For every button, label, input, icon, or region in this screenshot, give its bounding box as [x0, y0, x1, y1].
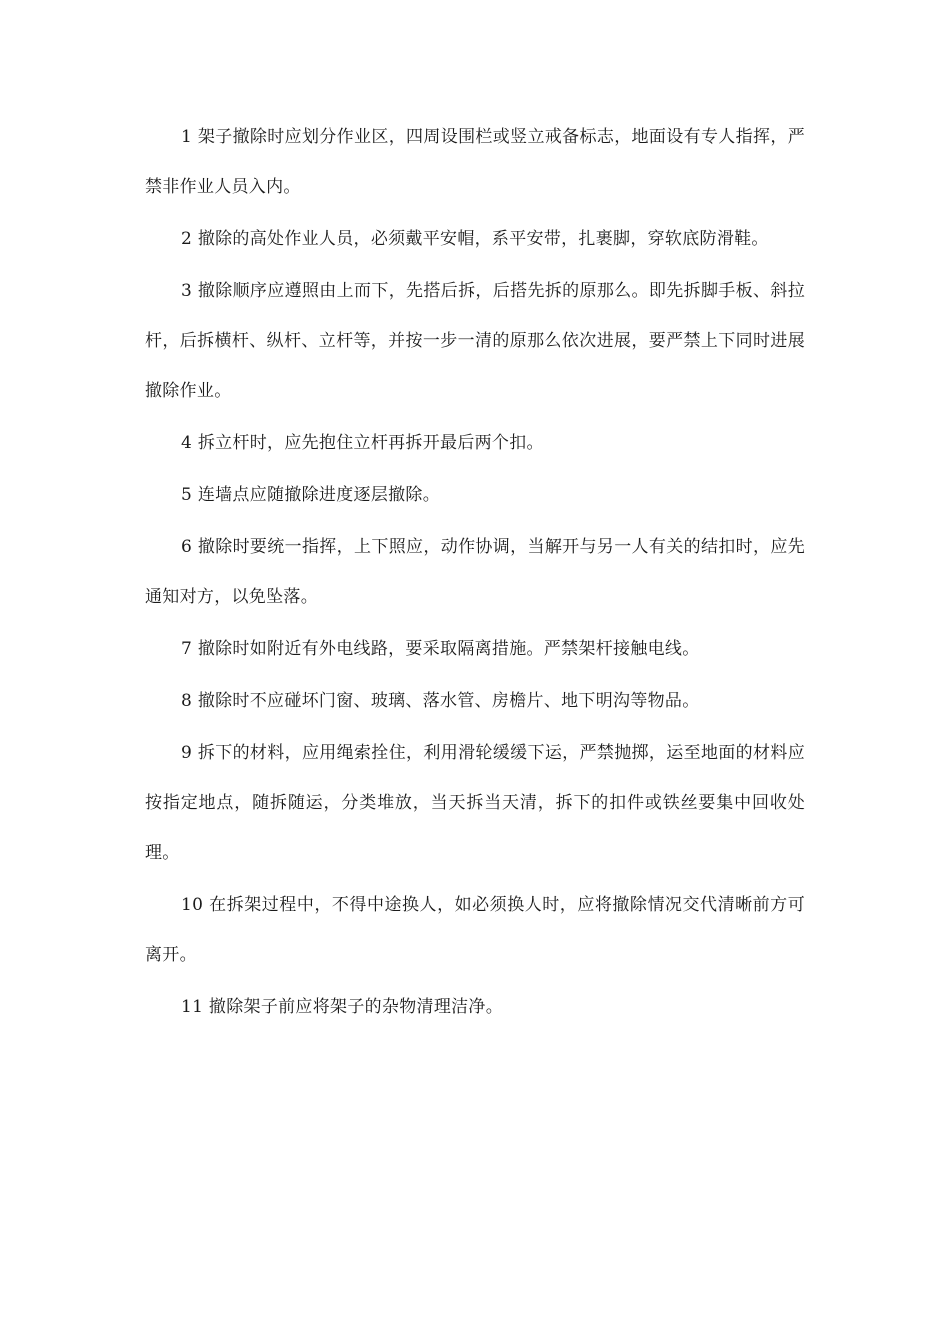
paragraph-10: 10 在拆架过程中，不得中途换人，如必须换人时，应将撤除情况交代清晰前方可离开。 — [145, 895, 805, 965]
paragraph-7: 7 撤除时如附近有外电线路，要采取隔离措施。严禁架杆接触电线。 — [181, 639, 700, 659]
paragraph-3: 3 撤除顺序应遵照由上而下，先搭后拆，后搭先拆的原那么。即先拆脚手板、斜拉杆，后拆横杆、纵杆、立杆等，并按一步一清的原那么依次进展，要严禁上下同时进展撤除作业。 — [145, 281, 805, 401]
paragraph-9: 9 拆下的材料，应用绳索拴住，利用滑轮缓缓下运，严禁抛掷，运至地面的材料应按指定地点，随拆随运，分类堆放，当天拆当天清，拆下的扣件或铁丝要集中回收处理。 — [145, 743, 805, 863]
paragraph-6: 6 撤除时要统一指挥，上下照应，动作协调，当解开与另一人有关的结扣时，应先通知对方，以免坠落。 — [145, 537, 805, 607]
paragraph-5: 5 连墙点应随撤除进度逐层撤除。 — [181, 485, 441, 505]
paragraph-11: 11 撤除架子前应将架子的杂物清理洁净。 — [181, 997, 504, 1017]
document-body — [145, 112, 805, 1034]
paragraph-1: 1 架子撤除时应划分作业区，四周设围栏或竖立戒备标志，地面设有专人指挥，严禁非作业人员入内。 — [145, 127, 805, 197]
paragraph-4: 4 拆立杆时，应先抱住立杆再拆开最后两个扣。 — [181, 433, 544, 453]
paragraph-2: 2 撤除的高处作业人员，必须戴平安帽，系平安带，扎裹脚，穿软底防滑鞋。 — [181, 229, 769, 249]
paragraph-8: 8 撤除时不应碰坏门窗、玻璃、落水管、房檐片、地下明沟等物品。 — [181, 691, 700, 711]
